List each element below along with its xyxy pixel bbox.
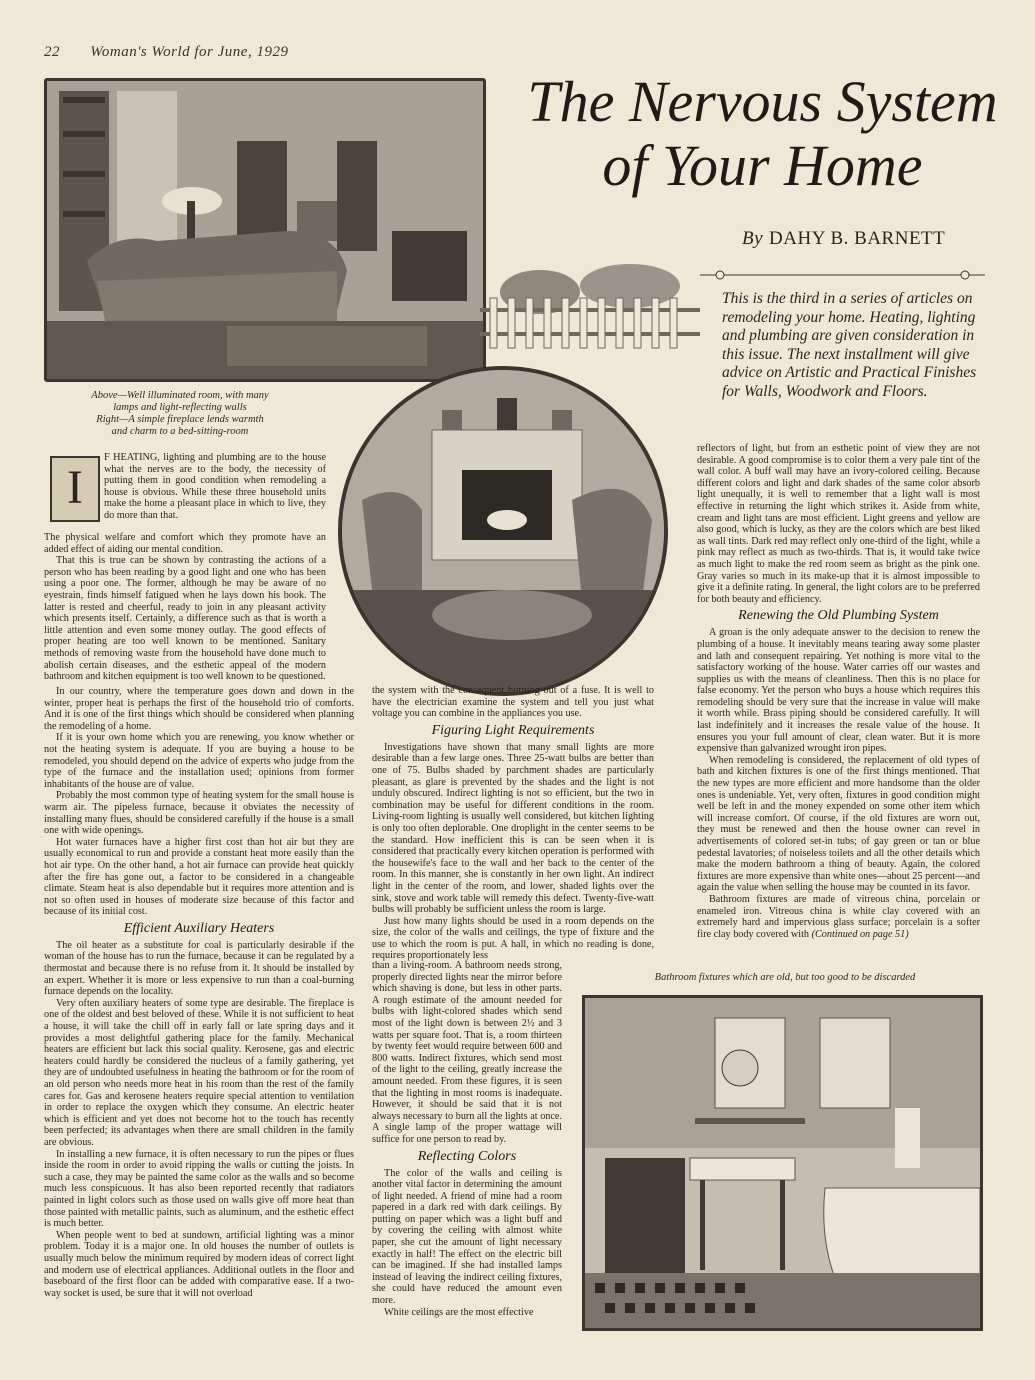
paragraph: White ceilings are the most effective	[384, 1306, 534, 1318]
living-room-caption	[60, 390, 300, 438]
paragraph: Hot water furnaces have a higher first cost than hot air but they are usually economical to run and provide a constant heat more easily than the hot air type. On the other hand, a hot air furnace can provide heat quickly after the fire has gone out, a factor to be considered in a changeable climate. Steam heat is also dependable but it requires more attention and is not so often used in houses of moderate size because of this factor and because of its initial cost.	[44, 836, 354, 918]
title-line-1: The Nervous System	[527, 69, 998, 134]
column-2-upper	[372, 685, 654, 962]
column-1-intro	[104, 452, 326, 522]
section-heading: Efficient Auxiliary Heaters	[123, 920, 275, 936]
paragraph: than a living-room. A bathroom needs strong, properly directed lights near the mirror before which shaving is done, but less in other parts. A rough estimate of the amount needed for bulbs with light-colored shades which send most of the light down is between 2½ and 3 watts per square foot. That is, a room thirteen by twenty feet would require between 600 and 800 watts. Indirect fixtures, which send most of the light to the ceiling, greatly increase the amount needed. From these figures, it is seen that the lighting in most rooms is inadequate. However, it should be said that it is not always necessary to burn all the lights at once. A single lamp of the proper wattage will suffice for one person to read by.	[372, 960, 562, 1145]
article-title	[510, 70, 1015, 198]
section-heading: Figuring Light Requirements	[431, 722, 595, 738]
bathroom-caption: Bathroom fixtures which are old, but too good to be discarded	[654, 972, 916, 983]
paragraph: Just how many lights should be used in a room depends on the size, the color of the walls and ceilings, the type of fixture and the use to which the room is put. A hall, in which no reading is done, requires proportionately less	[372, 915, 654, 962]
paragraph: The oil heater as a substitute for coal is particularly desirable if the woman of the house has to run the furnace, because it can be regulated by a thermostat and because there is no refuse from it. It should be installed by an expert. Whether it is more or less expensive to run than a coal-burning furnace depends on the locality.	[44, 939, 354, 998]
caption-line: Above—Well illuminated room, with many	[91, 390, 269, 401]
publication-line: Woman's World for June, 1929	[90, 44, 289, 60]
continued-note: (Continued on page 51)	[811, 928, 909, 940]
page-number: 22	[44, 44, 60, 60]
paragraph: Investigations have shown that many small lights are more desirable than a few large ones. Three 25-watt bulbs are better than one of 75. Bulbs shaded by parchment shades are particularly pleasant, as glare is prevented by the shades and the light is not unduly obscured. Indirect lighting is not so efficient, but the two in combination may be useful for different conditions in the room. Living-room lighting is usually well considered, but kitchen lighting is only too often deplorable. One droplight in the center seems to be the standard. How inefficient this is can be seen when it is considered that practically every kitchen operation is performed with the housewife's face to the wall and her back to the center of the room. In this manner, she is constantly in her own light. An indirect light in the center of the room, and lower, shaded lights over the sink, stove and work table will remedy this defect. Twenty-five-watt bulbs will probably be sufficient unless the room is large.	[372, 741, 654, 916]
bathroom-photo	[582, 995, 983, 1331]
paragraph: The color of the walls and ceiling is another vital factor in determining the amount of light needed. A friend of mine had a room papered in a dark red with dark ceilings. By putting on paper which was a light buff and by covering the ceiling with almost white paper, she cut the amount of light necessary exactly in half! The effect on the electric bill can be imagined. If she had installed lamps instead of leaving the indirect ceiling fixtures, she could have reduced the amount even more.	[372, 1167, 562, 1307]
section-heading: Reflecting Colors	[417, 1148, 517, 1164]
paragraph: If it is your own home which you are renewing, you know whether or not the heating system is adequate. If you are buying a house to be remodeled, you should depend on the advice of experts who judge from the type of the furnace and the installation used; opinions from former inhabitants of the house are of value.	[44, 732, 354, 790]
paragraph: A groan is the only adequate answer to the decision to renew the plumbing of a house. It inevitably means tearing away some plaster and lath and consequent repairing. Yet nothing is more vital to the satisfactory working of the house. Water carries off our wastes and supplies us with the means of cleanliness. Then this is no place for false economy. Yet the person who buys a house which requires this remodeling should be very sure that the increase in value will make it worth while. Brass piping should be considered carefully. It will last indefinitely and it increases the resale value of the house. It ensures you your full amount of clear, clean water. But it is more expensive than galvanized wrought iron pipes.	[697, 627, 980, 755]
article-intro: This is the third in a series of articles on remodeling your home. Heating, lighting and plumbing are given consideration in this issue. The next installment will give advice on Artistic and Practical Finishes for Walls, Woodwork and Floors.	[722, 290, 977, 400]
paragraph: Very often auxiliary heaters of some type are desirable. The fireplace is one of the oldest and best beloved of these. While it is not sufficient to heat a house, it will take the chill off in early fall or late spring days and it provides a most delightful gathering place for the family. Mechanical heaters are efficient but lack this social quality. Kerosene, gas and electric heaters could hardly be considered the nucleus of a family gathering, yet they are of undoubted usefulness in heating the bathroom or for the room of an old person who needs more heat in his room than the rest of the family cares for. Gas and kerosene heaters require special attention to ventilation in order to replace the oxygen which they consume. An electric heater which is efficient and yet does not become hot to the touch has recently been perfected; its advantages when there are small children in the family are obvious.	[44, 997, 354, 1148]
title-line-2: of Your Home	[602, 133, 923, 198]
drop-cap: I	[50, 456, 100, 522]
fence-illustration	[480, 262, 700, 358]
caption-line: lamps and light-reflecting walls	[113, 402, 247, 413]
ornament-divider	[700, 268, 985, 282]
paragraph: reflectors of light, but from an esthetic point of view they are not desirable. A good compromise is to color them a very pale tint of the wall color. A buff wall may have an ivory-colored ceiling. Because different colors and light and dark shades of the same color absorb light unequally, it is well to remember that a light wall is most effective in returning the light which strikes it. Aside from white, cream and light tans are most efficient. Light greens and yellow are also good, which is lucky, as they are the colors which are best liked as wall tints. Dark red may reflect only one-third of the light, while a pink may reflect as much as two-thirds. That is, it would take twice as much light to make the red room seem as bright as the pink one. Gray varies so much in its make-up that it is almost impossible to give it a definite rating. In general, the light colors are to be preferred for both beauty and efficiency.	[697, 443, 980, 605]
paragraph	[697, 894, 980, 940]
paragraph: Probably the most common type of heating system for the small house is warm air. The pipeless furnace, because it obviates the necessity of installing many flues, should be considered carefully if the house is a small one with wide openings.	[44, 790, 354, 837]
byline-author: DAHY B. BARNETT	[769, 228, 946, 249]
byline	[742, 228, 945, 250]
column-1-lower	[44, 686, 354, 1299]
caption-line: Right—A simple fireplace lends warmth	[96, 414, 264, 425]
living-room-photo	[44, 78, 486, 382]
paragraph: That this is true can be shown by contrasting the actions of a person who has been reading by a good light and one who has been using a poor one. The former, although he may be aware of no eyestrain, finds himself fatigued when he lays down his book. The latter is rested and cheerful, ready to join in any pleasant activity which presents itself. Certainly, a difference such as that is worth a little attention and even some money outlay. The good effects of proper heating are too well known to be mentioned. Sanitary methods of removing waste from the household have done much to abolish certain diseases, and the esthetic appeal of the modern bathroom and kitchen equipment is too well known to be questioned.	[44, 555, 326, 683]
paragraph-text: Bathroom fixtures are made of vitreous china, porcelain or enameled iron. Vitreous china is white clay covered with an extremely hard and impervious glass surface; porcelain is a softer fire clay body covered with	[697, 893, 980, 940]
column-3	[697, 443, 980, 940]
paragraph: the system with the consequent burning out of a fuse. It is well to have the electrician examine the system and tell you just what voltage you can combine in the appliances you use.	[372, 685, 654, 720]
paragraph: When remodeling is considered, the replacement of old types of bath and kitchen fixtures is one of the first things mentioned. That the new types are more efficient and more handsome than the older ones is undeniable. Yet, very often, fixtures in good condition might well be left in and the money expended on some other item which will increase comfort. Of course, if the old fixtures are worn out, they must be renewed and then the house owner can revel in advertisements of colored set-in tubs; of gay green or tan or blue pedestal lavatories; of noiseless toilets and all the other details which make the modern bathroom a thing of beauty. Again, the colored fixtures are more expensive than white ones—about 25 percent—and again the value when selling the house may be counted in its favor.	[697, 754, 980, 894]
paragraph: In our country, where the temperature goes down and down in the winter, proper heat is perhaps the first of the household trio of comforts. And it is one of the first things which should be considered when planning the remodeling of a home.	[44, 686, 354, 732]
running-header	[44, 44, 288, 61]
column-2-lower	[372, 960, 562, 1318]
paragraph: When people went to bed at sundown, artificial lighting was a minor problem. Today it is a major one. In old houses the number of outlets is usually much below the minimum required by modern ideas of correct light and modern use of electrical appliances. Additional outlets in the floor and baseboard of the first floor can be added with comparative ease. If a two-way socket is used, be sure that it will not overload	[44, 1229, 354, 1299]
paragraph: F HEATING, lighting and plumbing are to the house what the nerves are to the body, the necessity of putting them in good condition when remodeling a house is obvious. While these three household units make the home a pleasant place in which to live, they do more than that.	[104, 452, 326, 521]
fireplace-photo	[338, 366, 668, 696]
section-heading: Renewing the Old Plumbing System	[738, 608, 939, 624]
paragraph: In installing a new furnace, it is often necessary to run the pipes or flues inside the room in order to avoid ripping the walls or cutting the joists. In such a case, they may be painted the same color as the walls and so become much less conspicuous. It has also been reported recently that radiators painted in light colors such as those used on walls give off more heat than those painted with metallic paints, such as aluminum, and the esthetic effect is much better.	[44, 1148, 354, 1230]
paragraph: The physical welfare and comfort which they promote have an added effect of aiding our mental condition.	[44, 532, 326, 555]
caption-line: and charm to a bed-sitting-room	[111, 426, 249, 437]
byline-by: By	[742, 228, 764, 249]
column-1-upper	[44, 532, 326, 683]
